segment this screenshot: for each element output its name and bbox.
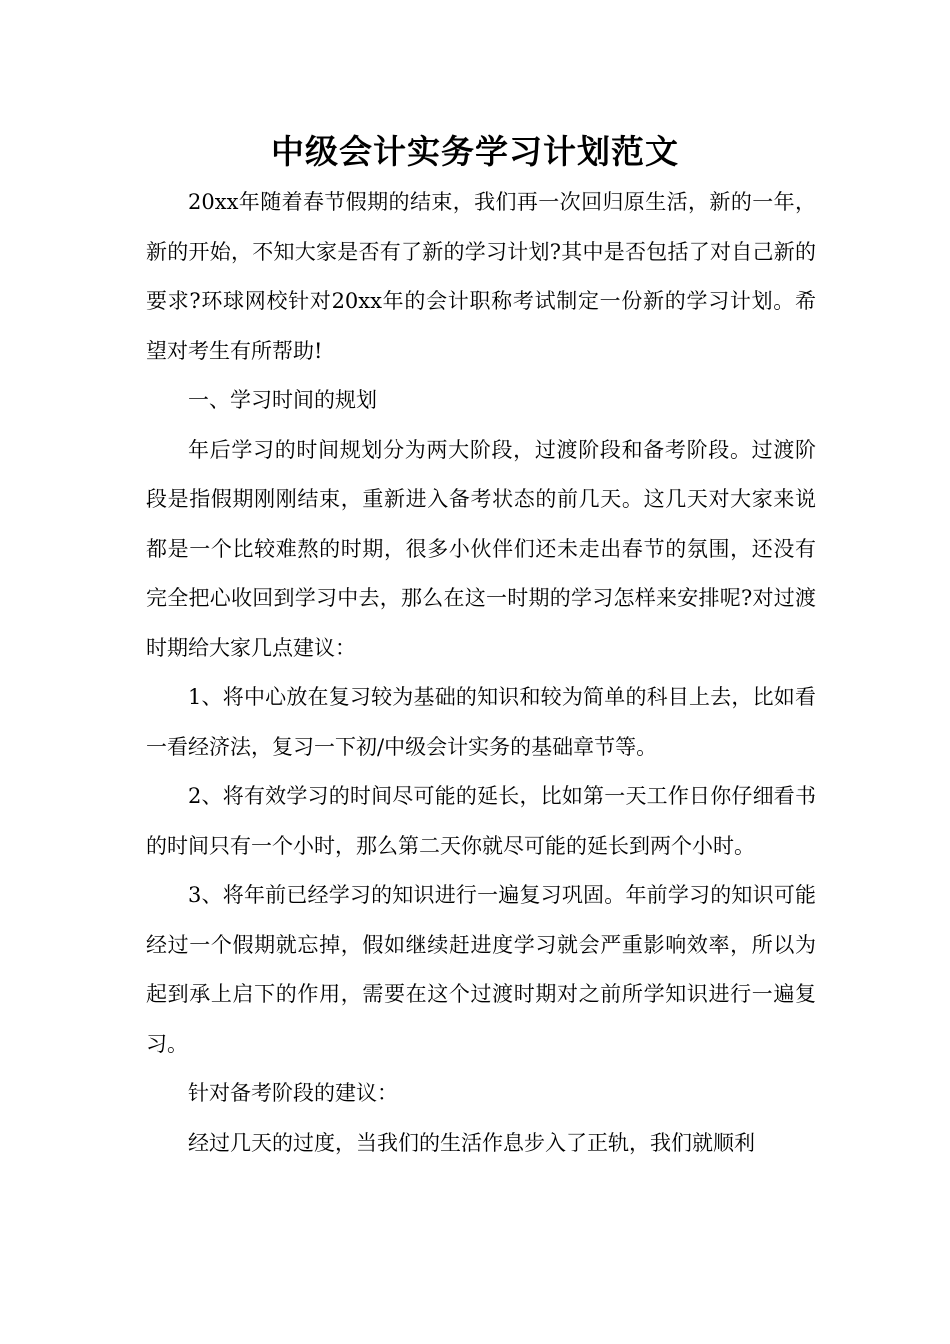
paragraph-tip-2: 2、将有效学习的时间尽可能的延长，比如第一天工作日你仔细看书的时间只有一个小时，那么第二天你就尽可能的延长到两个小时。 [146,784,816,858]
paragraph-intro: 20xx年随着春节假期的结束，我们再一次回归原生活，新的一年，新的开始，不知大家是否有了新的学习计划?其中是否包括了对自己新的要求?环球网校针对20xx年的会计职称考试制定一份新的学习计划。希望对考生有所帮助! [146,190,816,363]
document-body [146,178,816,1168]
document-title: 中级会计实务学习计划范文 [271,132,679,171]
paragraph-prep-intro: 经过几天的过度，当我们的生活作息步入了正轨，我们就顺利 [188,1130,755,1155]
section-heading-study-time: 一、学习时间的规划 [188,388,377,412]
paragraph-prep-heading: 针对备考阶段的建议： [188,1081,398,1105]
paragraph-tip-3: 3、将年前已经学习的知识进行一遍复习巩固。年前学习的知识可能经过一个假期就忘掉，假如继续赶进度学习就会严重影响效率，所以为起到承上启下的作用，需要在这个过渡时期对之前所学知识进行一遍复习。 [146,883,816,1056]
paragraph-stages: 年后学习的时间规划分为两大阶段，过渡阶段和备考阶段。过渡阶段是指假期刚刚结束，重新进入备考状态的前几天。这几天对大家来说都是一个比较难熬的时期，很多小伙伴们还未走出春节的氛围，还没有完全把心收回到学习中去，那么在这一时期的学习怎样来安排呢?对过渡时期给大家几点建议： [146,437,816,660]
paragraph-tip-1: 1、将中心放在复习较为基础的知识和较为简单的科目上去，比如看一看经济法，复习一下初/中级会计实务的基础章节等。 [146,685,816,759]
